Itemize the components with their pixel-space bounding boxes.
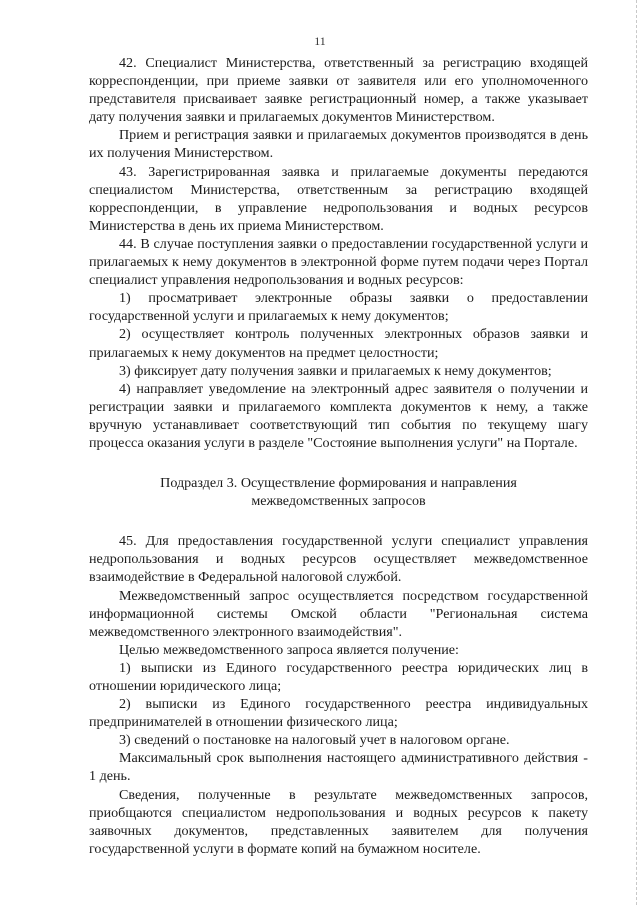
- paragraph-42: 42. Специалист Министерства, ответственный за регистрацию входящей корреспонденции, при приеме заявки от заявителя или его уполномоченного представителя присваивает заявке регистрационный номер, а также указывает дату получения заявки и прилагаемых документов Министерством.: [89, 55, 588, 126]
- scan-edge-line: [635, 0, 637, 905]
- list-item-goal-1: 1) выписки из Единого государственного реестра юридических лиц в отношении юридического лица;: [89, 659, 588, 694]
- list-item-44-2: 2) осуществляет контроль полученных электронных образов заявки и прилагаемых к нему документов на предмет целостности;: [89, 326, 588, 361]
- paragraph-request-goal: Целью межведомственного запроса является получение:: [119, 641, 459, 658]
- document-body: [89, 54, 588, 858]
- paragraph-45: 45. Для предоставления государственной услуги специалист управления недропользования и водных ресурсов осуществляет межведомственное взаимодействие в Федеральной налоговой службой.: [89, 533, 588, 586]
- subsection-title: Подраздел 3. Осуществление формирования и направления межведомственных запросов: [160, 475, 517, 510]
- paragraph-43: 43. Зарегистрированная заявка и прилагаемые документы передаются специалистом Министерства, ответственным за регистрацию входящей корреспонденции, в управление недропользования и водных ресурсов Министерства в день их приема Министерством.: [89, 163, 588, 234]
- list-item-44-3: 3) фиксирует дату получения заявки и прилагаемых к нему документов;: [119, 362, 552, 379]
- list-item-44-1: 1) просматривает электронные образы заявки о предоставлении государственной услуги и прилагаемых к нему документов;: [89, 290, 588, 325]
- paragraph-44: 44. В случае поступления заявки о предоставлении государственной услуги и прилагаемых к нему документов в электронной форме путем подачи через Портал специалист управления недропользования и водных ресурсов:: [89, 235, 588, 289]
- paragraph-reception: Прием и регистрация заявки и прилагаемых документов производятся в день их получения Министерством.: [89, 127, 588, 162]
- paragraph-interagency-request: Межведомственный запрос осуществляется посредством государственной информационной системы Омской области "Региональная система межведомственного электронного взаимодействия".: [89, 587, 588, 640]
- page-number: 11: [314, 34, 326, 48]
- paragraph-attached-info: Сведения, полученные в результате межведомственных запросов, приобщаются специалистом недропользования и водных ресурсов к пакету заявочных документов, представленных заявителем для получения государственной услуги в формате копий на бумажном носителе.: [89, 786, 588, 857]
- list-item-goal-2: 2) выписки из Единого государственного реестра индивидуальных предпринимателей в отношении физического лица;: [89, 696, 588, 731]
- list-item-44-4: 4) направляет уведомление на электронный адрес заявителя о получении и регистрации заявки и прилагаемого комплекта документов к нему, а также вручную устанавливает соответствующий тип события по текущему шагу процесса оказания услуги в разделе "Состояние выполнения услуги" на Портале.: [89, 380, 588, 451]
- list-item-goal-3: 3) сведений о постановке на налоговый учет в налоговом органе.: [119, 732, 510, 749]
- paragraph-max-term: Максимальный срок выполнения настоящего административного действия - 1 день.: [89, 750, 588, 785]
